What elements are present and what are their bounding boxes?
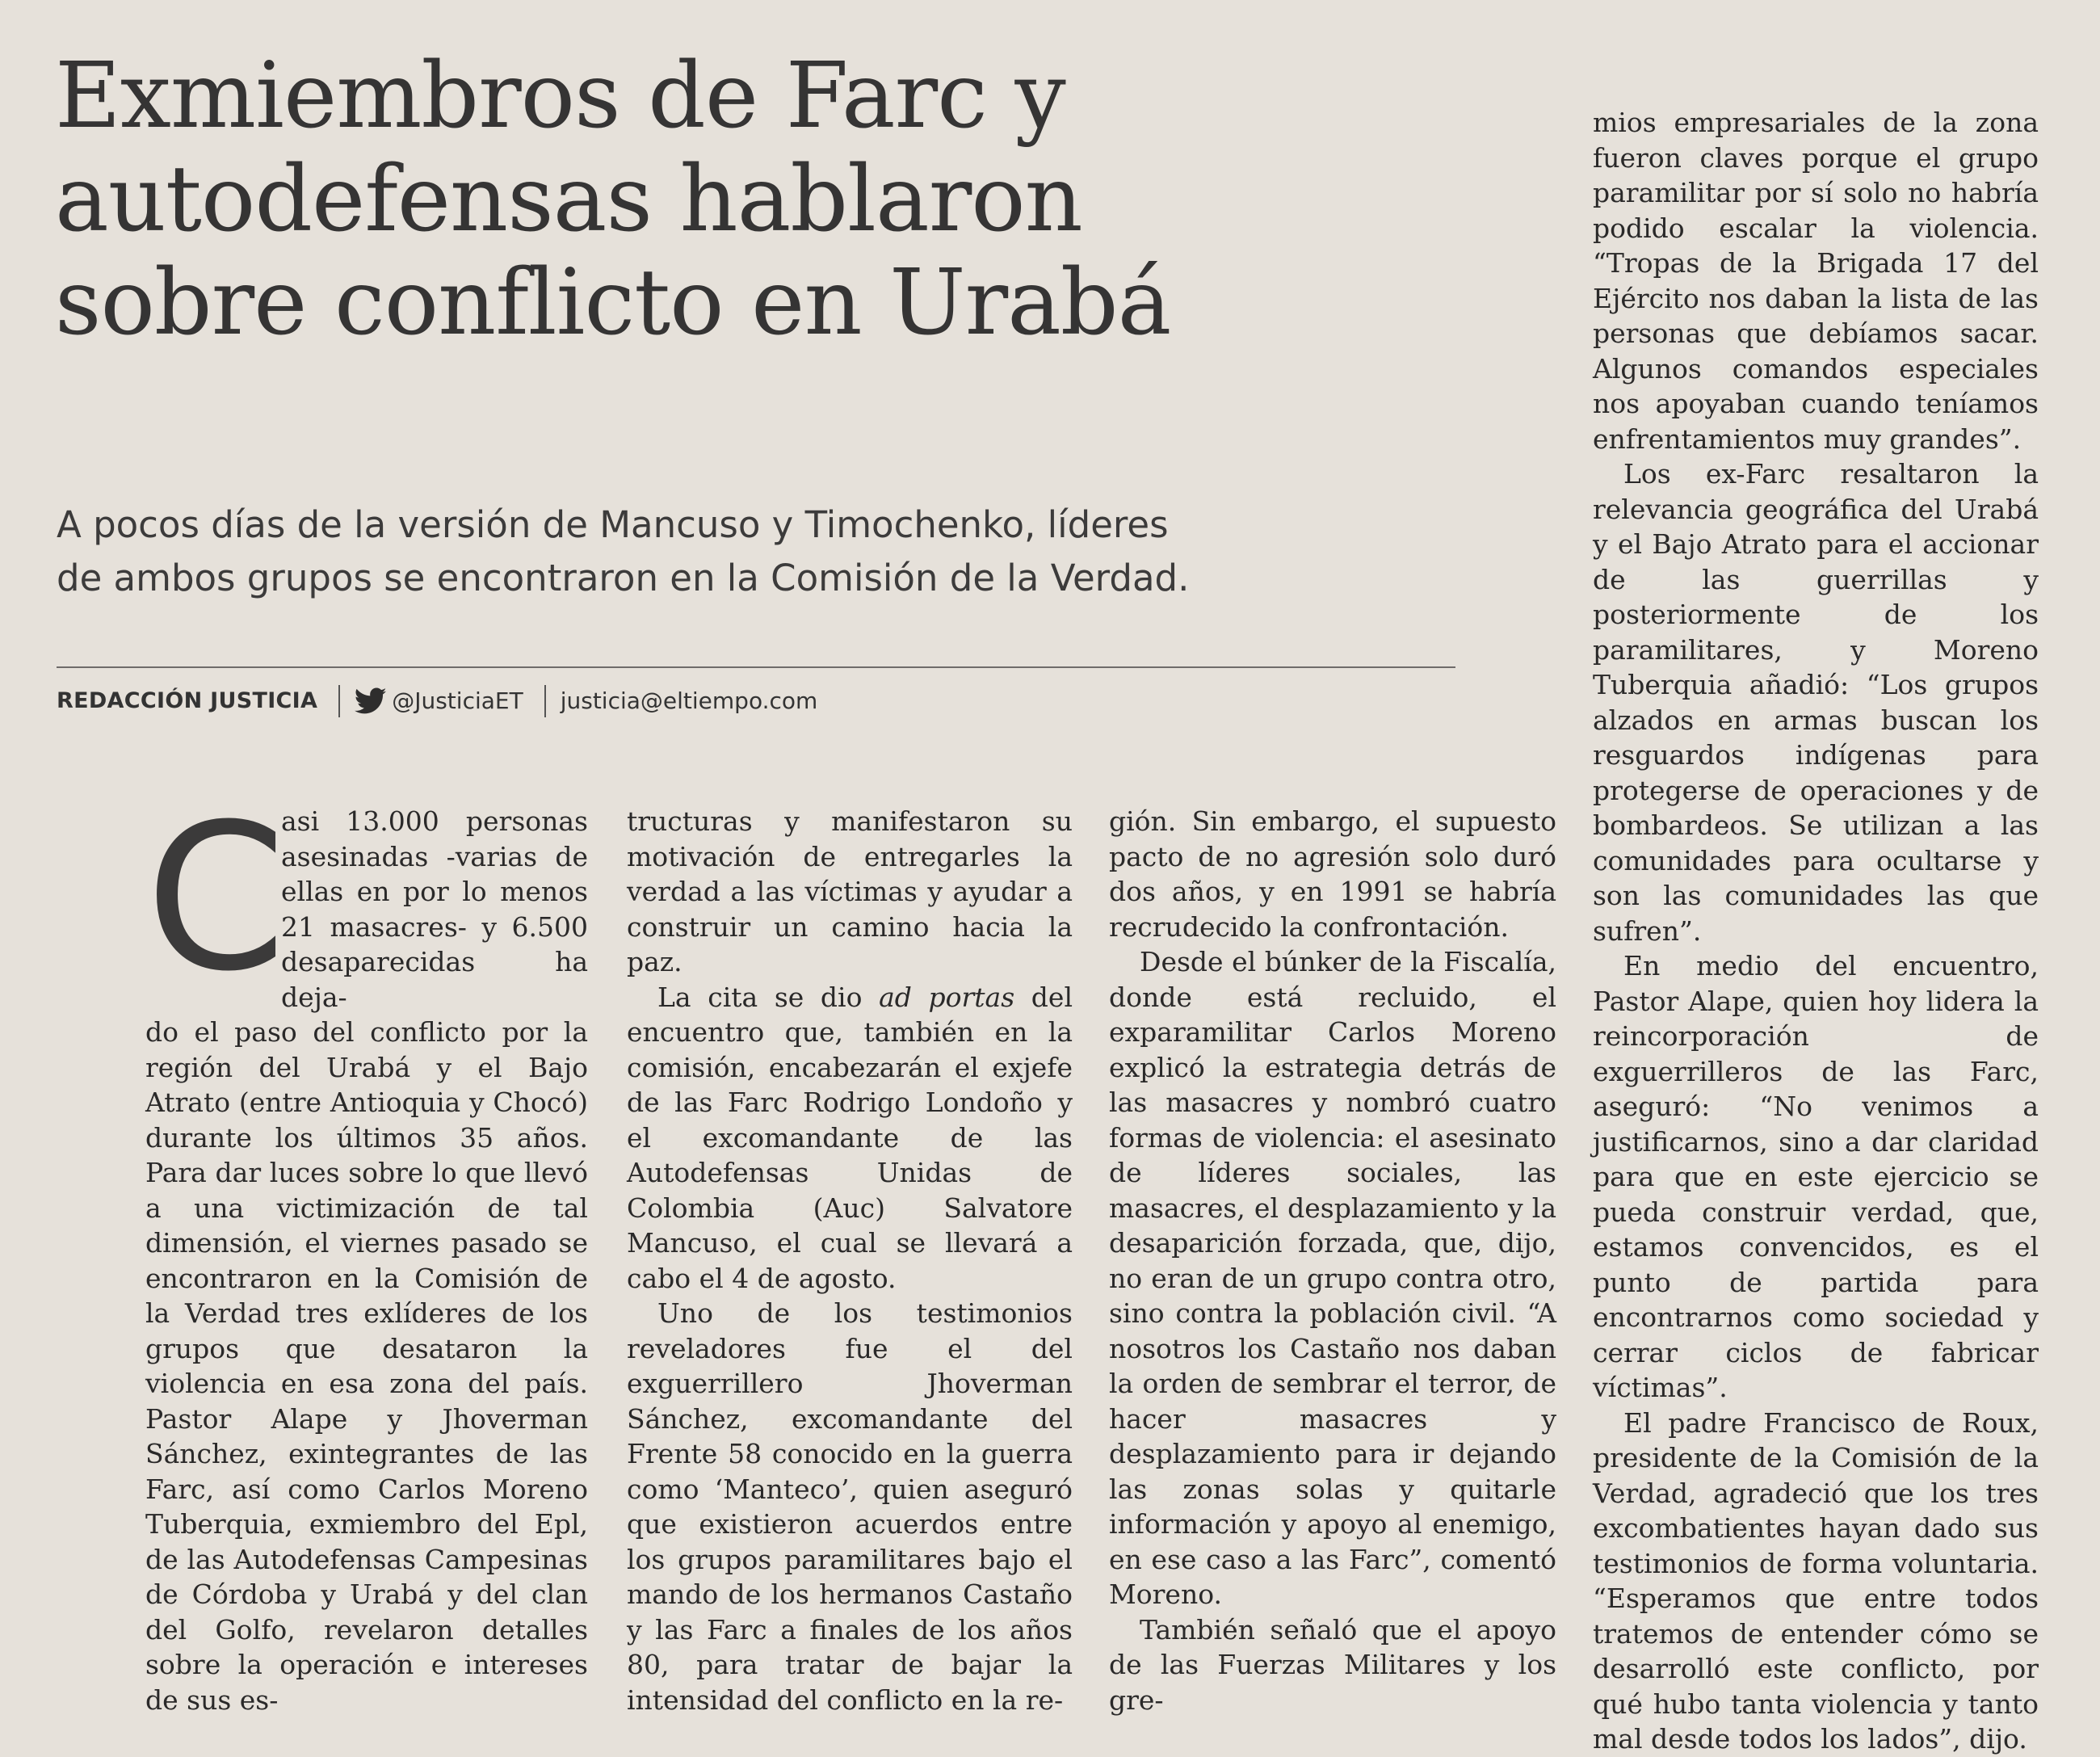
byline-separator: [338, 685, 340, 717]
twitter-bird-icon: [355, 687, 387, 715]
headline: [55, 44, 1509, 355]
byline-author: REDACCIÓN JUSTICIA: [57, 688, 318, 713]
paragraph: También señaló que el apoyo de las Fuerzas Militares y los gre-: [1109, 1613, 1556, 1716]
body-column-2: [627, 804, 1073, 1717]
subheadline: [57, 498, 1478, 605]
paragraph-text: La cita se dio: [657, 981, 880, 1013]
headline-line-1: Exmiembros de Farc y: [55, 44, 1065, 149]
body-column-3: [1109, 804, 1556, 1717]
paragraph: do el paso del conflicto por la región del Urabá y el Bajo Atrato (entre Antioquia y Chocó) durante los últimos 35 años. Para dar luces sobre lo que llevó a una victimización de tal dimensión, el viernes pasado se encontraron en la Comisión de la Verdad tres exlíderes de los grupos que desataron la violencia en esa zona del país. Pastor Alape y Jhoverman Sánchez, exintegrantes de las Farc, así como Carlos Moreno Tuberquia, exmiembro del Epl, de las Autodefensas Campesinas de Córdoba y Urabá y del clan del Golfo, revelaron detalles sobre la operación e intereses de sus es-: [145, 1016, 588, 1716]
subheadline-line-1: A pocos días de la versión de Mancuso y Timochenko, líderes: [57, 503, 1169, 546]
paragraph: [627, 980, 1073, 1297]
paragraph: tructuras y manifestaron su motivación de entregarles la verdad a las víctimas y ayudar a construir un camino hacia la paz.: [627, 805, 1073, 977]
paragraph: El padre Francisco de Roux, presidente de la Comisión de la Verdad, agradeció que los tres excombatientes hayan dado sus testimonios de forma voluntaria. “Esperamos que entre todos tratemos de entender cómo se desarrolló este conflicto, por qué hubo tanta violencia y tanto mal desde todos los lados”, dijo.: [1593, 1406, 2039, 1755]
paragraph: Desde el búnker de la Fiscalía, donde está recluido, el exparamilitar Carlos Moreno explicó la estrategia detrás de las masacres y nombró cuatro formas de violencia: el asesinato de líderes sociales, las masacres, el desplazamiento y la desaparición forzada, que, dijo, no eran de un grupo contra otro, sino contra la población civil. “A nosotros los Castaño nos daban la orden de sembrar el terror, de hacer masacres y desplazamiento para ir dejando las zonas solas y quitarle información y apoyo al enemigo, en ese caso a las Farc”, comentó Moreno.: [1109, 946, 1556, 1610]
italic-phrase: ad portas: [879, 981, 1015, 1013]
body-column-1: [145, 780, 588, 1717]
body-column-4: [1593, 105, 2039, 1757]
paragraph-text: del encuentro que, también en la comisión, encabezarán el exjefe de las Farc Rodrigo Londoño y el excomandante de las Autodefensas Unidas de Colombia (Auc) Salvatore Mancuso, el cual se llevará a cabo el 4 de agosto.: [627, 981, 1073, 1294]
drop-cap: C: [145, 780, 287, 1015]
byline-divider: [57, 666, 1455, 668]
byline: [57, 683, 817, 719]
headline-line-3: sobre conflicto en Urabá: [55, 250, 1171, 355]
subheadline-line-2: de ambos grupos se encontraron en la Comisión de la Verdad.: [57, 557, 1190, 599]
paragraph: mios empresariales de la zona fueron claves porque el grupo paramilitar por sí solo no habría podido escalar la violencia. “Tropas de la Brigada 17 del Ejército nos daban la lista de las personas que debíamos sacar. Algunos comandos especiales nos apoyaban cuando teníamos enfrentamientos muy grandes”.: [1593, 107, 2039, 455]
headline-line-2: autodefensas hablaron: [55, 147, 1082, 252]
paragraph: Los ex-Farc resaltaron la relevancia geográfica del Urabá y el Bajo Atrato para el accionar de las guerrillas y posteriormente de los paramilitares, y Moreno Tuberquia añadió: “Los grupos alzados en armas buscan los resguardos indígenas para protegerse de operaciones y de bombardeos. Se utilizan a las comunidades para ocultarse y son las comunidades las que sufren”.: [1593, 458, 2039, 947]
byline-twitter-handle[interactable]: @JusticiaET: [392, 687, 523, 714]
paragraph: Uno de los testimonios reveladores fue el del exguerrillero Jhoverman Sánchez, excomandante del Frente 58 conocido en la guerra como ‘Manteco’, quien aseguró que existieron acuerdos entre los grupos paramilitares bajo el mando de los hermanos Castaño y las Farc a finales de los años 80, para tratar de bajar la intensidad del conflicto en la re-: [627, 1297, 1073, 1716]
paragraph: En medio del encuentro, Pastor Alape, quien hoy lidera la reincorporación de exguerrilleros de las Farc, aseguró: “No venimos a justificarnos, sino a dar claridad para que en este ejercicio se pueda construir verdad, que, estamos convencidos, es el punto de partida para encontrarnos como sociedad y cerrar ciclos de fabricar víctimas”.: [1593, 950, 2039, 1403]
byline-separator: [544, 685, 546, 717]
drop-cap-wrap-text: [145, 780, 588, 1015]
column-1-continuation: [145, 1015, 588, 1717]
paragraph: asi 13.000 personas asesinadas -varias de ellas en por lo menos 21 masacres- y 6.500 desaparecidas ha deja-: [281, 805, 588, 1013]
paragraph: gión. Sin embargo, el supuesto pacto de no agresión solo duró dos años, y en 1991 se habría recrudecido la confrontación.: [1109, 805, 1556, 943]
byline-email[interactable]: justicia@eltiempo.com: [560, 687, 818, 714]
